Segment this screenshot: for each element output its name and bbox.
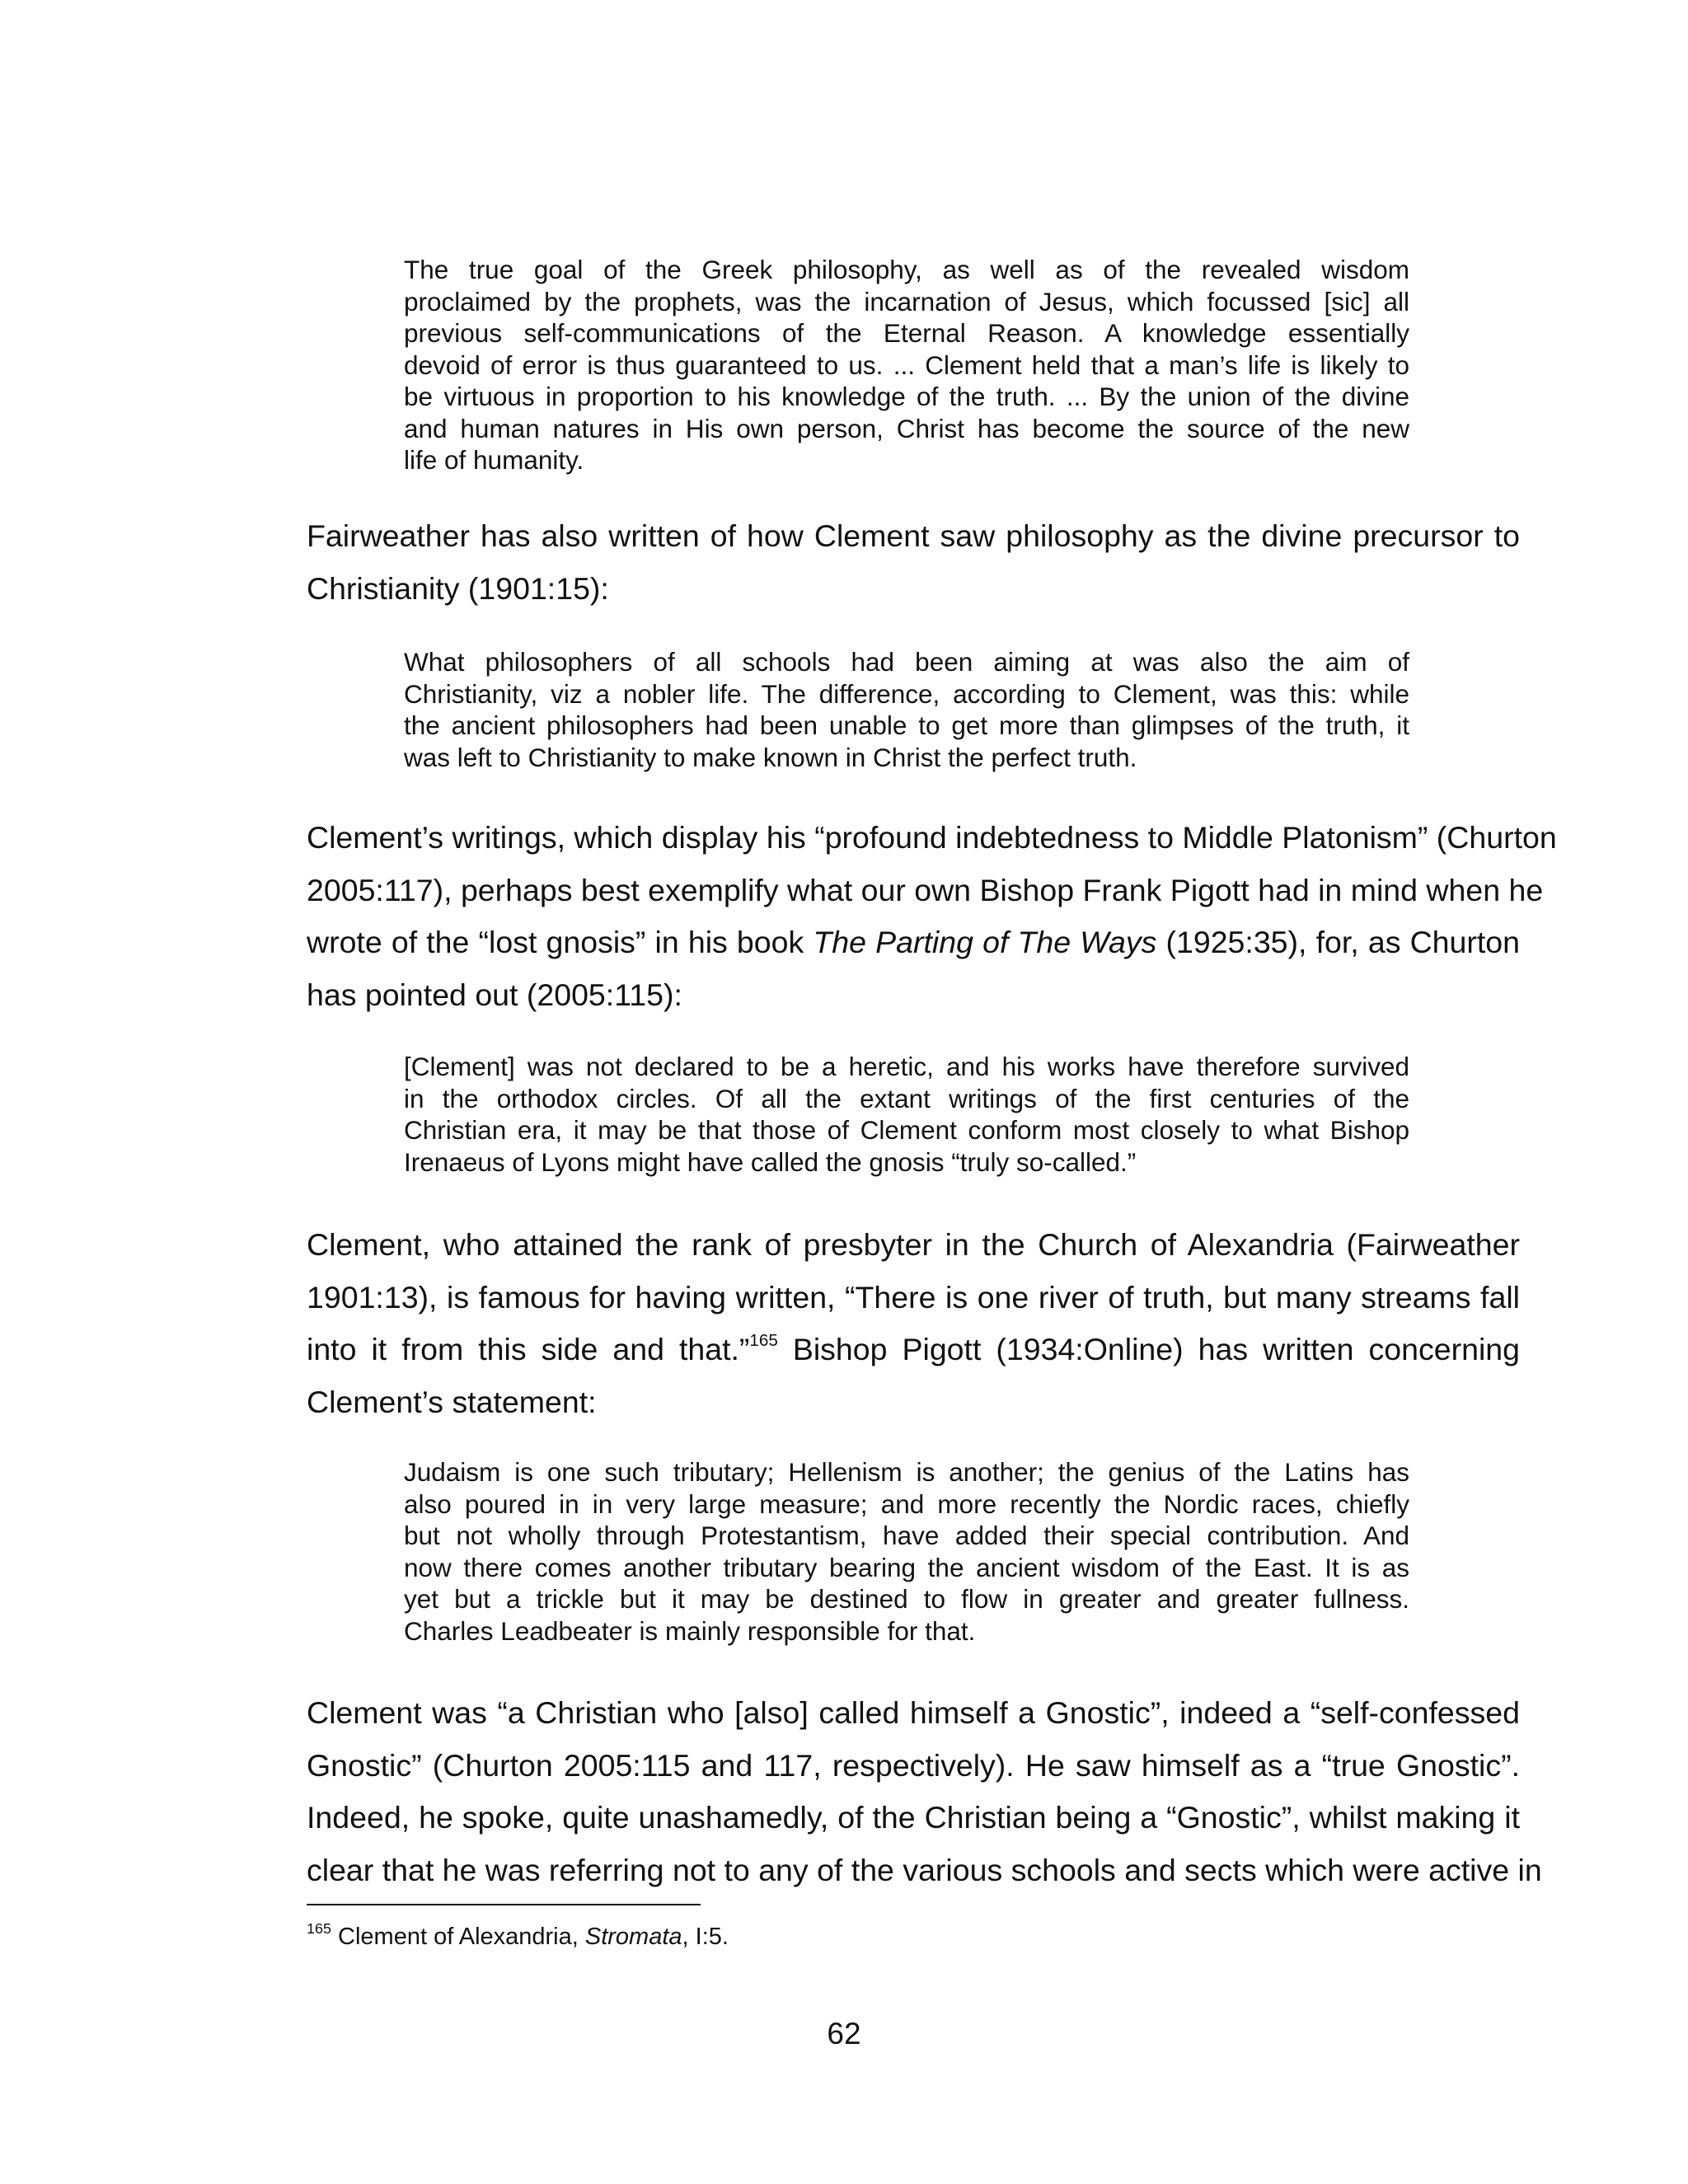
paragraph-line: 2005:117), perhaps best exemplify what our own Bishop Frank Pigott had in mind when he [307,872,1544,907]
block-quote-clement-heretic [404,1051,1409,1178]
paragraph-presbyter [307,1219,1520,1428]
quote-line: but not wholly through Protestantism, have added their special contribution. And [404,1521,1409,1550]
paragraph-fairweather [307,510,1520,615]
text-run: Bishop Pigott (1934:Online) has written concerning [777,1332,1520,1366]
quote-line: Judaism is one such tributary; Hellenism is another; the genius of the Latins has [404,1457,1409,1487]
paragraph-line: has pointed out (2005:115): [307,977,682,1012]
page-number: 62 [827,2017,861,2050]
quote-line: was left to Christianity to make known in Christ the perfect truth. [404,742,1137,772]
paragraph-clement-writings [307,812,1557,1021]
paragraph-line [307,1324,1520,1376]
book-title: The Parting of The Ways [813,925,1157,959]
paragraph-line: Clement, who attained the rank of presbyter in the Church of Alexandria (Fairweather [307,1227,1520,1262]
footnote-title: Stromata [584,1924,682,1950]
text-run: (1925:35), for, as Churton [1156,925,1520,959]
quote-line: life of humanity. [404,445,584,475]
quote-line: Irenaeus of Lyons might have called the gnosis “truly so-called.” [404,1146,1137,1177]
quote-line: now there comes another tributary bearing the ancient wisdom of the East. It is as [404,1552,1409,1582]
quote-line: proclaimed by the prophets, was the incarnation of Jesus, which focussed [sic] all [404,286,1409,316]
text-run: wrote of the “lost gnosis” in his book [307,925,814,959]
paragraph-line: Fairweather has also written of how Clement saw philosophy as the divine precursor to [307,518,1520,553]
paragraph-line [307,916,1520,969]
quote-line: and human natures in His own person, Christ has become the source of the new [404,413,1409,443]
paragraph-line: Clement was “a Christian who [also] called himself a Gnostic”, indeed a “self-confessed [307,1695,1520,1730]
paragraph-line: Indeed, he spoke, quite unashamedly, of the Christian being a “Gnostic”, whilst making it [307,1800,1520,1835]
footnote [307,1919,729,1952]
quote-line: devoid of error is thus guaranteed to us. ... Clement held that a man’s life is likely to [404,349,1409,380]
quote-line: The true goal of the Greek philosophy, as well as of the revealed wisdom [404,255,1409,284]
quote-line: previous self-communications of the Eternal Reason. A knowledge essentially [404,318,1409,348]
block-quote-greek-philosophy [404,254,1409,476]
paragraph-line: Clement’s statement: [307,1384,597,1419]
text-run: into it from this side and that.” [307,1332,750,1366]
quote-line: Christian era, it may be that those of Clement conform most closely to what Bishop [404,1115,1409,1145]
paragraph-line: clear that he was referring not to any of the various schools and sects which were active in [307,1852,1542,1887]
footnote-reference[interactable]: 165 [749,1331,778,1351]
paragraph-line: 1901:13), is famous for having written, “There is one river of truth, but many streams fall [307,1279,1520,1315]
block-quote-tributary [404,1456,1409,1647]
block-quote-philosophers [404,646,1409,773]
footnote-text: Clement of Alexandria, [331,1924,585,1950]
footnote-text: , I:5. [682,1924,729,1950]
footnote-separator [307,1904,701,1905]
quote-line: What philosophers of all schools had been aiming at was also the aim of [404,647,1409,677]
quote-line: Charles Leadbeater is mainly responsible for that. [404,1615,976,1646]
quote-line: [Clement] was not declared to be a heretic, and his works have therefore survived [404,1052,1409,1081]
quote-line: be virtuous in proportion to his knowledge of the truth. ... By the union of the divine [404,382,1409,411]
paragraph-line: Gnostic” (Churton 2005:115 and 117, respectively). He saw himself as a “true Gnostic”. [307,1747,1520,1783]
quote-line: yet but a trickle but it may be destined to flow in greater and greater fullness. [404,1584,1409,1614]
quote-line: the ancient philosophers had been unable to get more than glimpses of the truth, it [404,710,1409,740]
paragraph-line: Clement’s writings, which display his “profound indebtedness to Middle Platonism” (Churton [307,820,1557,855]
paragraph-christian-gnostic [307,1687,1542,1896]
paragraph-line: Christianity (1901:15): [307,570,609,606]
quote-line: also poured in in very large measure; and more recently the Nordic races, chiefly [404,1488,1409,1519]
quote-line: Christianity, viz a nobler life. The difference, according to Clement, was this: while [404,678,1409,709]
quote-line: in the orthodox circles. Of all the extant writings of the first centuries of the [404,1083,1409,1113]
footnote-number: 165 [307,1919,331,1937]
